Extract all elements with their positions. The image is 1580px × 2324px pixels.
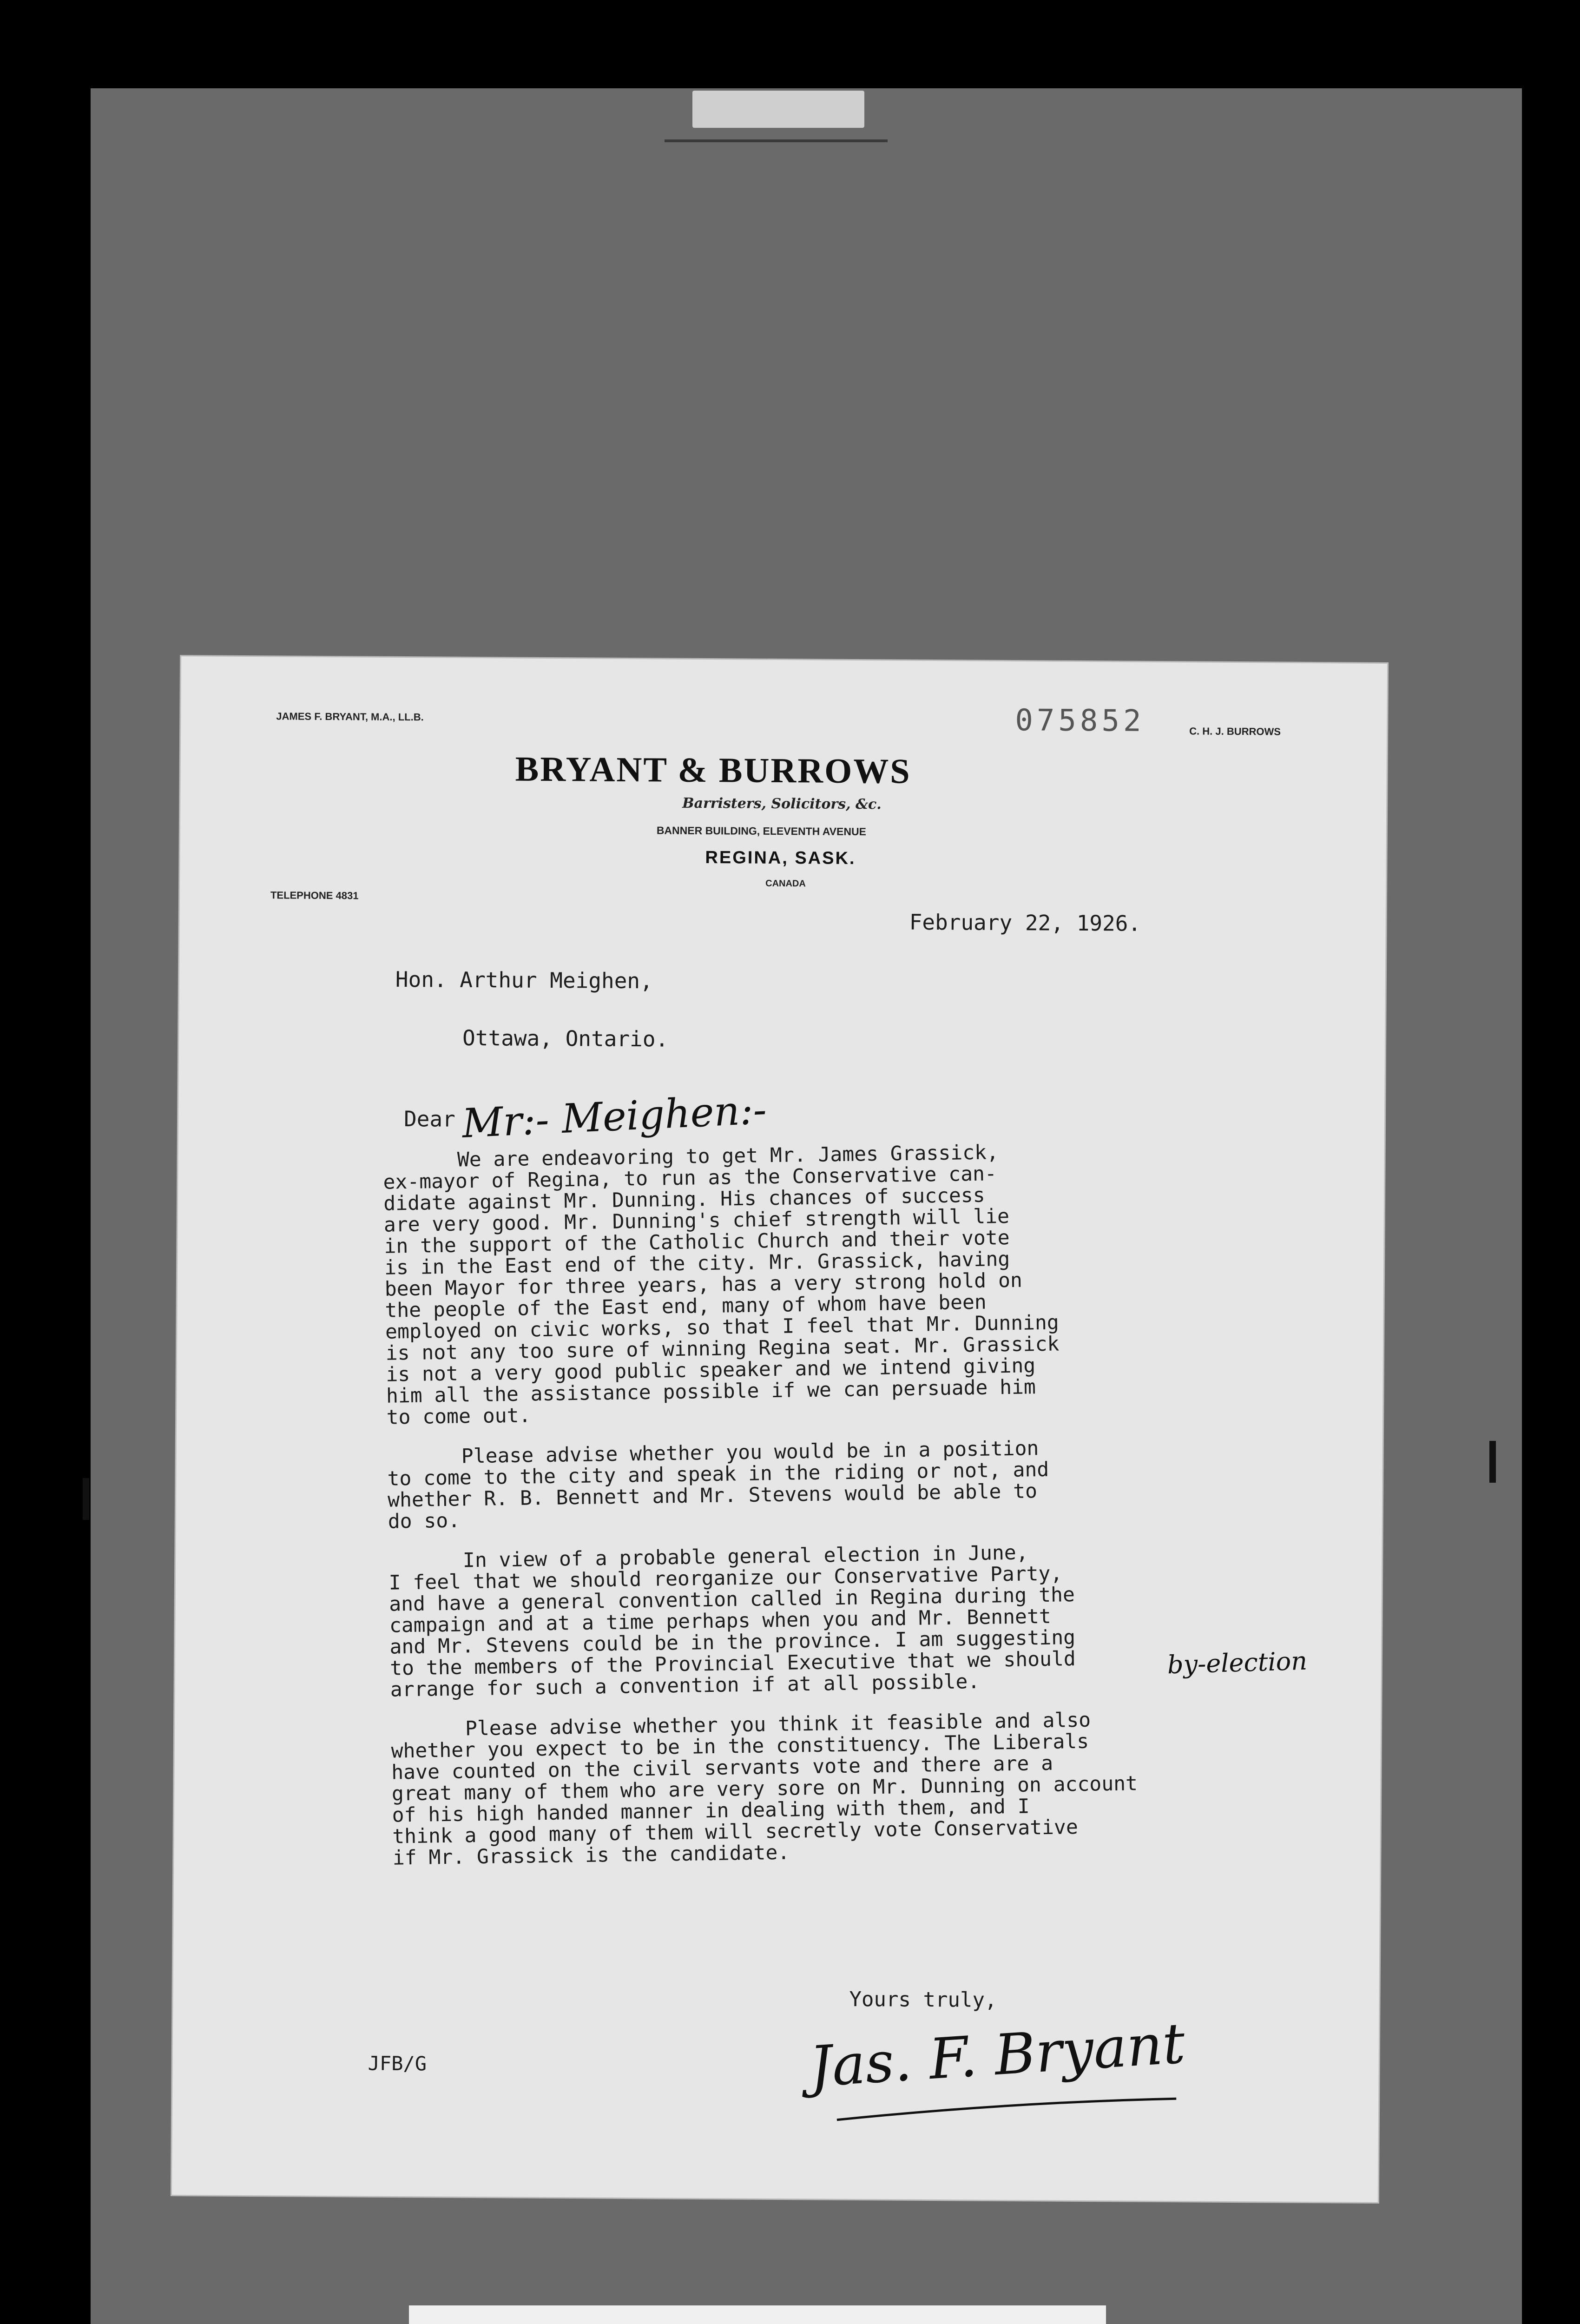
paragraph-2: Please advise whether you would be in a position to come to the city and speak in the riding or not, and whether R. B. Bennett and Mr. Stevens would be able to do so. — [387, 1437, 1049, 1533]
left-partner-name: JAMES F. BRYANT, M.A., LL.B. — [276, 710, 424, 723]
signature: Jas. F. Bryant — [808, 2011, 1187, 2100]
paragraph-4: Please advise whether you think it feasible and also whether you expect to be in the constituency. The Liberals have counted on the civil servants vote and there are a great many of them who are very sore on Mr. Dunning on account of his high handed manner in dealing with them, and I think a good many of them will secretly vote Conservative if Mr. Grassick is the candidate. — [391, 1708, 1138, 1870]
signature-underline — [832, 2092, 1185, 2127]
firm-name: BRYANT & BURROWS — [515, 749, 911, 791]
city: REGINA, SASK. — [705, 848, 856, 868]
salutation-handwritten: Mr:- Meighen:- — [461, 1086, 768, 1147]
right-partner-name: C. H. J. BURROWS — [1189, 725, 1281, 738]
salutation-typed: Dear — [403, 1106, 456, 1132]
letter-sheet — [172, 656, 1387, 2202]
collection-label — [409, 2305, 1106, 2324]
reference-initials: JFB/G — [368, 2052, 427, 2075]
letter-body — [383, 1137, 1313, 1887]
country: CANADA — [765, 878, 806, 889]
margin-insertion-handwritten: by-election — [1167, 1646, 1308, 1680]
firm-tagline: Barristers, Solicitors, &c. — [682, 795, 882, 813]
recipient-name: Hon. Arthur Meighen, — [395, 966, 653, 994]
right-edge-mark — [1489, 1441, 1496, 1483]
paragraph-1: We are endeavoring to get Mr. James Grassick, ex-mayor of Regina, to run as the Conservative can- didate against Mr. Dunning. His chances of success are very good. Mr. Dunning's chief strength will lie in the support of the Catholic Church and their vote is in the East end of the city. Mr. Grassick, having been Mayor for three years, has a very strong hold on the people of the East end, many of whom have been employed on civic works, so that I feel that Mr. Dunning is not any too sure of winning Regina seat. Mr. Grassick is not a very good public speaker and we intend giving him all the assistance possible if we can persuade him to come out. — [383, 1141, 1060, 1429]
left-edge-mark — [83, 1478, 89, 1520]
paragraph-3: In view of a probable general election in June, I feel that we should reorganize our Conservative Party, and have a general convention called in Regina during the campaign and at a time perhaps when you and Mr. Bennett and Mr. Stevens could be in the province. I am suggesting to the members of the Provincial Executive that we should arrange for such a convention if at all possible. — [388, 1541, 1076, 1702]
closing: Yours truly, — [849, 1987, 997, 2012]
building-address: BANNER BUILDING, ELEVENTH AVENUE — [656, 824, 867, 838]
telephone: TELEPHONE 4831 — [270, 889, 359, 902]
letter-date: February 22, 1926. — [909, 909, 1141, 936]
recipient-place: Ottawa, Ontario. — [462, 1025, 669, 1052]
mount-clip — [692, 91, 864, 128]
archive-stamp-number: 075852 — [1015, 703, 1145, 739]
mount-clip-shadow — [665, 139, 888, 142]
